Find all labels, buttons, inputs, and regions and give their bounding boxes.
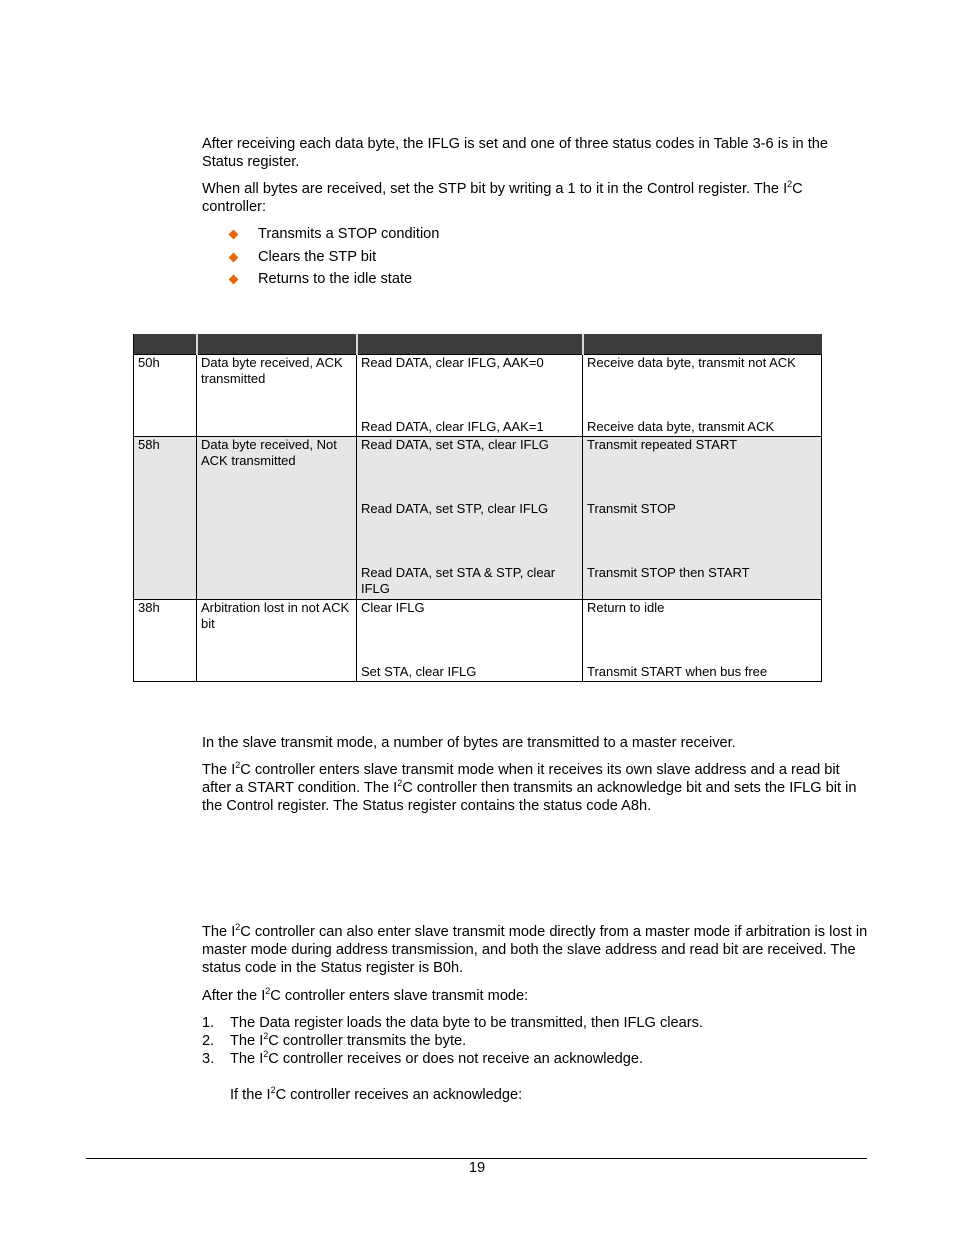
- result-cell: [583, 600, 822, 682]
- text-run: The I: [202, 924, 236, 940]
- text-run: C controller transmits the byte.: [268, 1033, 467, 1049]
- action-text: Read DATA, set STP, clear IFLG: [361, 501, 549, 516]
- superscript: 2: [265, 986, 271, 996]
- superscript: 2: [270, 1085, 276, 1095]
- status-code-cell: 50h: [134, 355, 197, 437]
- page-number: 19: [468, 1160, 486, 1176]
- step-number: 2.: [202, 1033, 215, 1049]
- text-run: C controller receives or does not receive an acknowledge.: [268, 1051, 644, 1067]
- text-run: C controller enters slave transmit mode:: [270, 988, 529, 1004]
- result-text: Transmit repeated START: [587, 437, 738, 452]
- superscript: 2: [235, 922, 241, 932]
- superscript: 2: [235, 760, 241, 770]
- table-row: [134, 355, 822, 437]
- action-text: Set STA, clear IFLG: [361, 664, 477, 679]
- text-run: The I: [230, 1033, 264, 1049]
- acknowledge-note: [230, 1086, 522, 1104]
- bullet-text: Returns to the idle state: [258, 271, 413, 287]
- superscript: 2: [397, 778, 403, 788]
- superscript: 2: [263, 1031, 269, 1041]
- bullet-text: Clears the STP bit: [258, 249, 377, 265]
- intro-paragraph-1: After receiving each data byte, the IFLG is set and one of three status codes in Table 3-6 is in the Status register.: [202, 136, 829, 170]
- step-number: 1.: [202, 1015, 215, 1031]
- status-code-cell: 38h: [134, 600, 197, 682]
- result-text: Receive data byte, transmit not ACK: [587, 355, 796, 370]
- action-cell: [357, 355, 583, 437]
- table-row: [134, 600, 822, 682]
- diamond-bullet-icon: [229, 275, 239, 285]
- text-run: The I: [230, 1051, 264, 1067]
- footer-divider: [86, 1158, 867, 1159]
- state-cell: Arbitration lost in not ACK bit: [197, 600, 357, 682]
- text-run: C controller:: [202, 181, 803, 215]
- superscript: 2: [787, 179, 793, 189]
- result-cell: [583, 355, 822, 437]
- result-text: Transmit START when bus free: [587, 664, 768, 679]
- slave-paragraph-4: [202, 987, 868, 1005]
- status-code-table: [133, 334, 822, 682]
- text-run: C controller can also enter slave transmit mode directly from a master mode if arbitration is lost in master mode during address transmission, and both the slave address and read bit are received. The status code in the Status register is B0h.: [202, 924, 868, 976]
- action-text: Read DATA, clear IFLG, AAK=0: [361, 355, 544, 370]
- text-run: The Data register loads the data byte to be transmitted, then IFLG clears.: [230, 1015, 703, 1031]
- header-cell: [134, 334, 197, 355]
- result-text: Transmit STOP: [587, 501, 676, 516]
- action-text: Read DATA, set STA & STP, clear IFLG: [361, 565, 556, 596]
- table-row: [134, 437, 822, 600]
- diamond-bullet-icon: [229, 253, 239, 263]
- step-number: 3.: [202, 1051, 215, 1067]
- action-text: Clear IFLG: [361, 600, 425, 615]
- text-run: After the I: [202, 988, 266, 1004]
- action-text: Read DATA, clear IFLG, AAK=1: [361, 419, 544, 434]
- step-text: [230, 1032, 466, 1050]
- result-text: Transmit STOP then START: [587, 565, 750, 580]
- text-run: If the I: [230, 1087, 271, 1103]
- intro-paragraph-2: [202, 180, 868, 216]
- state-cell: Data byte received, ACK transmitted: [197, 355, 357, 437]
- header-cell: [197, 334, 357, 355]
- slave-paragraph-3: [202, 923, 868, 977]
- result-cell: [583, 437, 822, 600]
- text-run: C controller receives an acknowledge:: [275, 1087, 523, 1103]
- text-run: C controller then transmits an acknowledge bit and sets the IFLG bit in the Control register. The Status register contains the status code A8h.: [202, 780, 857, 814]
- action-cell: [357, 600, 583, 682]
- header-cell: [357, 334, 583, 355]
- slave-paragraph-2: [202, 761, 868, 815]
- result-text: Receive data byte, transmit ACK: [587, 419, 775, 434]
- result-text: Return to idle: [587, 600, 665, 615]
- text-run: The I: [202, 762, 236, 778]
- text-run: C controller enters slave transmit mode when it receives its own slave address and a read bit after a START condition. The I: [202, 762, 840, 796]
- action-cell: [357, 437, 583, 600]
- superscript: 2: [263, 1049, 269, 1059]
- state-cell: Data byte received, Not ACK transmitted: [197, 437, 357, 600]
- text-run: When all bytes are received, set the STP bit by writing a 1 to it in the Control register. The I: [202, 181, 788, 197]
- table-header-row: [134, 334, 822, 355]
- step-text: [230, 1014, 703, 1032]
- status-code-cell: 58h: [134, 437, 197, 600]
- action-text: Read DATA, set STA, clear IFLG: [361, 437, 549, 452]
- header-cell: [583, 334, 822, 355]
- bullet-text: Transmits a STOP condition: [258, 226, 440, 242]
- slave-paragraph-1: In the slave transmit mode, a number of bytes are transmitted to a master receiver.: [202, 735, 736, 751]
- step-text: [230, 1050, 643, 1068]
- diamond-bullet-icon: [229, 230, 239, 240]
